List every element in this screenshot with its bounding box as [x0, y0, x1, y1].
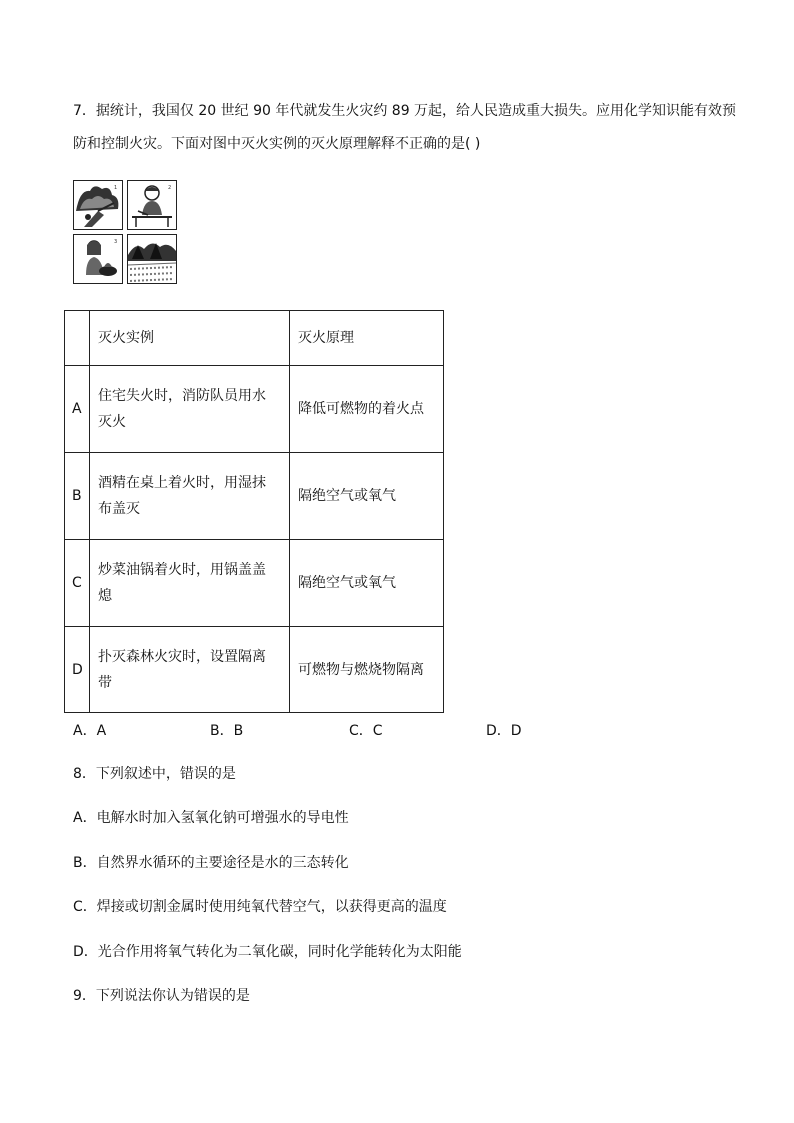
q7-option-b[interactable]: B．B	[210, 723, 244, 739]
q7-table	[64, 310, 444, 713]
row-label: A	[65, 366, 90, 453]
example-line: 灭火	[98, 414, 126, 430]
table-row	[65, 540, 444, 627]
row-example	[90, 540, 290, 627]
example-line: 酒精在桌上着火时，用湿抹	[98, 475, 266, 491]
table-row	[65, 627, 444, 713]
cooking-woman-picture	[73, 234, 123, 284]
row-principle: 隔绝空气或氧气	[290, 540, 444, 627]
row-principle: 降低可燃物的着火点	[290, 366, 444, 453]
figure-label: 3	[114, 239, 118, 245]
q8-option-b[interactable]: B．自然界水循环的主要途径是水的三态转化	[73, 855, 349, 871]
figure-label: 1	[114, 185, 118, 191]
q7-option-a[interactable]: A．A	[73, 723, 107, 739]
q8-option-d[interactable]: D．光合作用将氧气转化为二氧化碳，同时化学能转化为太阳能	[73, 944, 462, 960]
q7-options	[73, 720, 573, 740]
q7-option-d[interactable]: D．D	[486, 723, 522, 739]
row-example	[90, 627, 290, 713]
example-line: 扑灭森林火灾时，设置隔离	[98, 648, 266, 665]
header-blank	[65, 311, 90, 366]
firefighter-picture	[73, 180, 123, 230]
q7-stem-line1: 7．据统计，我国仅 20 世纪 90 年代就发生火灾约 89 万起，给人民造成重大损失。应用化学知识能有效预	[73, 103, 737, 119]
header-example: 灭火实例	[90, 311, 290, 366]
q8-option-a[interactable]: A．电解水时加入氢氧化钠可增强水的导电性	[73, 810, 349, 826]
example-line: 炒菜油锅着火时，用锅盖盖	[98, 562, 266, 578]
table-row	[65, 453, 444, 540]
example-line: 布盖灭	[98, 501, 140, 517]
row-example	[90, 453, 290, 540]
row-principle: 可燃物与燃烧物隔离	[290, 627, 444, 713]
figure-label: 4	[168, 239, 172, 245]
q7-stem-line2: 防和控制火灾。下面对图中灭火实例的灭火原理解释不正确的是( )	[73, 136, 481, 152]
person-at-table-picture	[127, 180, 177, 230]
q7-option-c[interactable]: C．C	[349, 723, 383, 739]
q7-figure	[73, 180, 179, 286]
row-label: B	[65, 453, 90, 540]
figure-label: 2	[168, 185, 172, 191]
row-example	[90, 366, 290, 453]
row-label: C	[65, 540, 90, 627]
table-row	[65, 366, 444, 453]
example-line: 熄	[98, 588, 112, 604]
table-header-row	[65, 311, 444, 366]
header-principle: 灭火原理	[290, 311, 444, 366]
example-line: 带	[98, 674, 112, 691]
row-label: D	[65, 627, 90, 713]
example-line: 住宅失火时，消防队员用水	[98, 388, 266, 404]
q8-stem: 8．下列叙述中，错误的是	[73, 766, 236, 782]
row-principle: 隔绝空气或氧气	[290, 453, 444, 540]
q8-option-c[interactable]: C．焊接或切割金属时使用纯氧代替空气，以获得更高的温度	[73, 899, 447, 915]
forest-fire-picture	[127, 234, 177, 284]
q9-stem: 9．下列说法你认为错误的是	[73, 988, 250, 1004]
